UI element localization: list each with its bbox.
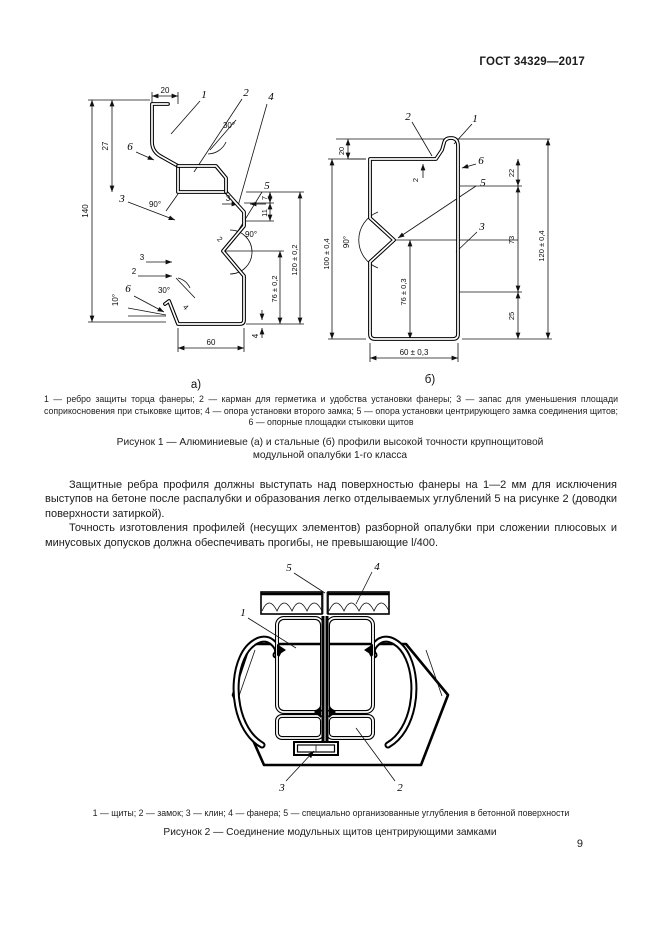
dim-label: 120 ± 0,2 [290,244,299,276]
figure1-legend: 1 — ребро защиты торца фанеры; 2 — карман для герметика и удобства установки фанеры; 3 — запас для уменьшения площади соприкосновения при стыковке щитов; 4 — опора установки второго замка; 5 — опора установки центрирующего замка соединения щитов; 6 — опорные площадки стыковки щитов [44,394,618,428]
angle-label: 10° [111,293,120,307]
page-number: 9 [576,838,583,850]
dim-label: 140 [81,204,90,218]
callout-label: 4 [374,561,380,573]
dim-label: 22 [507,168,516,178]
callout-label: 6 [127,141,133,153]
callout-label: 1 [240,607,246,619]
dim-label: 3 [225,194,231,203]
dim-label: 3 [139,253,145,262]
callout-label: 1 [472,113,478,125]
extension-lines [328,139,552,362]
dim-label: 2 [131,267,137,276]
labels-b [322,111,546,386]
callout-label: 3 [279,782,285,794]
callout-label: 5 [480,177,486,189]
figure1-drawing-b [322,96,562,388]
dim-label: 27 [101,141,110,151]
callout-label: 2 [405,111,411,123]
dim-label: 4 [251,333,260,339]
callout-label: 1 [201,89,207,101]
callout-label: 2 [397,782,403,794]
wedge-slot [294,742,338,755]
dim-label: 4 [181,302,191,312]
angle-label: 90° [244,230,258,239]
dimension-lines [92,96,300,348]
figure2-caption: Рисунок 2 — Соединение модульных щитов центрирующими замками [163,827,497,838]
figure1-drawing-a [78,84,310,396]
callout-label: 5 [286,562,292,574]
dim-label: 60 ± 0,3 [399,348,429,357]
callout-label: 3 [479,221,485,233]
plywood-sheets [261,592,389,614]
angle-label: 30° [222,121,236,130]
figure1-caption: Рисунок 1 — Алюминиевые (а) и стальные (б) профили высокой точности крупнощитовой модульной опалубки 1-го класса [116,437,544,461]
dim-label: 2 [215,234,225,244]
dim-label: 7 [260,195,269,201]
dim-label: 20 [337,146,346,156]
dim-label: 76 ± 0,2 [270,275,279,303]
dim-label: 20 [160,86,170,95]
angle-label: 30° [157,286,171,295]
paragraph: Защитные ребра профиля должны выступать над поверхностью фанеры на 1—2 мм для исключения выступов на бетоне после распалубки и образования легко отделываемых углублений 5 на рисунке 2 (доводки поверхности затиркой). [45,479,617,520]
dim-label: 2 [411,177,420,183]
paragraph: Точность изготовления профилей (несущих элементов) разборной опалубки при сложении плюсовых и минусовых допусков должна обеспечивать прогибы, не превышающие l/400. [45,522,617,549]
dim-label: 76 ± 0,3 [399,278,408,306]
dim-label: 60 [206,338,216,347]
dim-label: 100 ± 0,4 [322,238,331,270]
angle-label: 90° [342,235,351,249]
angle-label: 90° [148,200,162,209]
extension-lines [88,92,304,352]
callout-label: 6 [478,155,484,167]
dim-label: 25 [507,311,516,321]
labels-a [81,86,299,391]
callout-label: 5 [264,180,270,192]
profile-b-outline [370,138,458,339]
figure2-drawing [228,560,458,800]
dim-label: 120 ± 0,4 [537,230,546,262]
callout-label: 6 [125,283,131,295]
standard-number: ГОСТ 34329—2017 [479,56,585,68]
callout-label: 3 [119,193,125,205]
dim-label: 11 [260,209,269,217]
figure2-legend: 1 — щиты; 2 — замок; 3 — клин; 4 — фанера; 5 — специально организованные углубления в бетонной поверхности [92,808,570,818]
callout-label: 4 [268,91,274,103]
body-text [45,478,617,550]
subfigure-label-b: б) [424,374,436,386]
subfigure-label-a: а) [190,379,202,391]
dim-label: 73 [507,235,516,245]
callout-label: 2 [243,87,249,99]
